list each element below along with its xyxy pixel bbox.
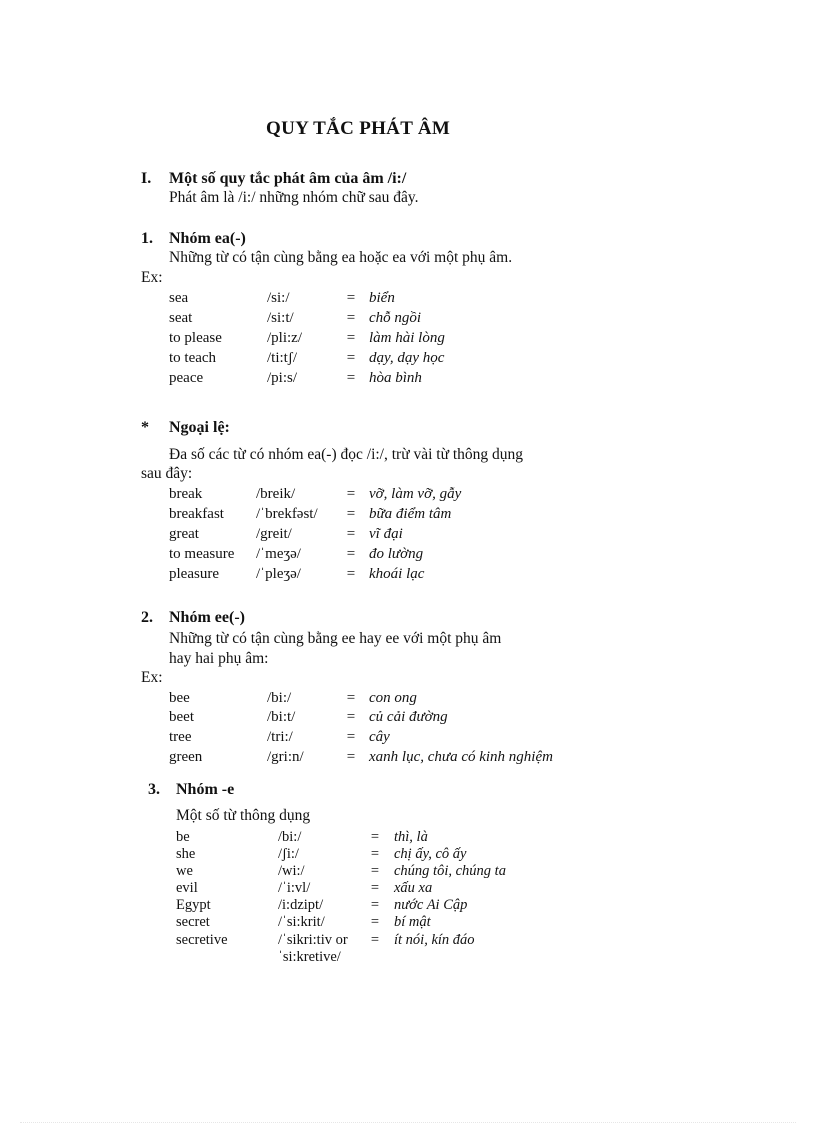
equals-sign: = xyxy=(370,914,380,930)
exception-description-cont: sau đây: xyxy=(141,465,193,482)
vocab-ipa: /ˈpleʒə/ xyxy=(256,566,301,582)
vocab-ipa: /tri:/ xyxy=(267,729,293,745)
vocab-row xyxy=(169,546,729,566)
vocab-row xyxy=(169,350,729,370)
vocab-ipa: /ˈbrekfəst/ xyxy=(256,506,318,522)
section-number: I. xyxy=(141,170,152,187)
vocab-row xyxy=(176,897,736,914)
vocab-meaning: chỗ ngồi xyxy=(369,310,422,326)
equals-sign: = xyxy=(346,709,356,725)
vocab-meaning: bữa điểm tâm xyxy=(369,506,452,522)
equals-sign: = xyxy=(370,880,380,896)
example-label: Ex: xyxy=(141,269,163,286)
vocab-ipa: /breik/ xyxy=(256,486,296,502)
group-description: Những từ có tận cùng bằng ea hoặc ea với một phụ âm. xyxy=(169,249,513,266)
vocab-word: beet xyxy=(169,709,194,725)
exception-bullet: * xyxy=(141,419,149,436)
vocab-ipa: /gri:n/ xyxy=(267,749,304,765)
vocab-row xyxy=(169,729,769,749)
vocab-word: breakfast xyxy=(169,506,224,522)
vocab-meaning: ít nói, kín đáo xyxy=(394,932,475,948)
vocab-word: green xyxy=(169,749,203,765)
vocab-meaning: củ cải đường xyxy=(369,709,448,725)
equals-sign: = xyxy=(346,546,356,562)
vocab-meaning: bí mật xyxy=(394,914,431,930)
vocab-row xyxy=(169,310,729,330)
section-heading: Một số quy tắc phát âm của âm /i:/ xyxy=(169,170,407,187)
equals-sign: = xyxy=(346,330,356,346)
vocab-ipa: /si:/ xyxy=(267,290,290,306)
vocab-ipa: /wi:/ xyxy=(278,863,305,879)
vocab-meaning: chúng tôi, chúng ta xyxy=(394,863,506,879)
group-description: Một số từ thông dụng xyxy=(176,807,311,824)
exception-description: Đa số các từ có nhóm ea(-) đọc /i:/, trừ vài từ thông dụng xyxy=(169,446,524,463)
vocab-row xyxy=(169,749,769,769)
section-intro: Phát âm là /i:/ những nhóm chữ sau đây. xyxy=(169,189,419,206)
group-description: Những từ có tận cùng bằng ee hay ee với một phụ âm xyxy=(169,630,502,647)
equals-sign: = xyxy=(346,690,356,706)
equals-sign: = xyxy=(346,566,356,582)
vocab-row xyxy=(176,880,736,897)
vocab-row xyxy=(176,932,736,949)
vocab-row xyxy=(176,846,736,863)
vocab-ipa: /ˈsikri:tiv or xyxy=(278,932,348,948)
vocab-meaning: hòa bình xyxy=(369,370,422,386)
vocab-ipa: /si:t/ xyxy=(267,310,294,326)
group-heading: Nhóm ea(-) xyxy=(169,230,246,247)
vocab-word: sea xyxy=(169,290,189,306)
vocab-word: bee xyxy=(169,690,190,706)
vocab-word: break xyxy=(169,486,203,502)
group-heading: Nhóm ee(-) xyxy=(169,609,245,626)
vocab-ipa: /ti:tʃ/ xyxy=(267,350,297,366)
equals-sign: = xyxy=(346,526,356,542)
vocab-word: tree xyxy=(169,729,192,745)
vocab-ipa: /ˈsi:krit/ xyxy=(278,914,325,930)
vocab-ipa: /bi:/ xyxy=(267,690,292,706)
vocab-ipa: /ˈmeʒə/ xyxy=(256,546,301,562)
vocab-word: Egypt xyxy=(176,897,211,913)
group-number: 2. xyxy=(141,609,153,626)
equals-sign: = xyxy=(370,846,380,862)
vocab-word: seat xyxy=(169,310,193,326)
vocab-word: be xyxy=(176,829,190,845)
vocab-word: evil xyxy=(176,880,198,896)
vocab-ipa: /ʃi:/ xyxy=(278,846,299,862)
vocab-meaning: con ong xyxy=(369,690,417,706)
equals-sign: = xyxy=(346,350,356,366)
vocab-row xyxy=(169,506,729,526)
vocab-row xyxy=(169,486,729,506)
vocab-ipa: /i:dzipt/ xyxy=(278,897,324,913)
equals-sign: = xyxy=(346,729,356,745)
vocab-word: to measure xyxy=(169,546,235,562)
equals-sign: = xyxy=(370,863,380,879)
vocab-ipa: /pi:s/ xyxy=(267,370,298,386)
equals-sign: = xyxy=(346,310,356,326)
vocab-ipa: /bi:t/ xyxy=(267,709,296,725)
vocab-row xyxy=(169,330,729,350)
vocab-row-continuation xyxy=(176,949,476,966)
equals-sign: = xyxy=(346,506,356,522)
vocab-ipa: /bi:/ xyxy=(278,829,302,845)
vocab-meaning: dạy, dạy học xyxy=(369,350,445,366)
vocab-word: secretive xyxy=(176,932,228,948)
vocab-row xyxy=(169,690,769,710)
vocab-word: we xyxy=(176,863,193,879)
group-number: 1. xyxy=(141,230,153,247)
equals-sign: = xyxy=(370,932,380,948)
vocab-ipa-continuation: ˈsi:kretive/ xyxy=(278,949,341,965)
vocab-word: secret xyxy=(176,914,210,930)
exception-heading: Ngoại lệ: xyxy=(169,419,230,436)
vocab-meaning: nước Ai Cập xyxy=(394,897,468,913)
vocab-row xyxy=(169,566,729,586)
vocab-meaning: chị ấy, cô ấy xyxy=(394,846,467,862)
vocab-row xyxy=(169,290,729,310)
vocab-word: peace xyxy=(169,370,204,386)
group-description-cont: hay hai phụ âm: xyxy=(169,650,269,667)
vocab-word: pleasure xyxy=(169,566,219,582)
equals-sign: = xyxy=(346,290,356,306)
vocab-meaning: làm hài lòng xyxy=(369,330,445,346)
example-label: Ex: xyxy=(141,669,163,686)
vocab-row xyxy=(176,829,736,846)
vocab-meaning: biển xyxy=(369,290,395,306)
vocab-row xyxy=(176,914,736,931)
vocab-word: great xyxy=(169,526,199,542)
vocab-meaning: xanh lục, chưa có kinh nghiệm xyxy=(369,749,553,765)
vocab-meaning: vỡ, làm vỡ, gẫy xyxy=(369,486,462,502)
equals-sign: = xyxy=(370,829,380,845)
vocab-ipa: /pli:z/ xyxy=(267,330,302,346)
vocab-word: to please xyxy=(169,330,222,346)
equals-sign: = xyxy=(346,486,356,502)
equals-sign: = xyxy=(370,897,380,913)
vocab-meaning: vĩ đại xyxy=(369,526,403,542)
vocab-meaning: đo lường xyxy=(369,546,424,562)
vocab-row xyxy=(169,709,769,729)
vocab-meaning: cây xyxy=(369,729,390,745)
equals-sign: = xyxy=(346,749,356,765)
equals-sign: = xyxy=(346,370,356,386)
vocab-word: to teach xyxy=(169,350,217,366)
page-title: QUY TẮC PHÁT ÂM xyxy=(266,118,451,139)
vocab-row xyxy=(169,370,729,390)
vocab-row xyxy=(169,526,729,546)
vocab-ipa: /greit/ xyxy=(256,526,292,542)
vocab-meaning: khoái lạc xyxy=(369,566,425,582)
vocab-meaning: thì, là xyxy=(394,829,428,845)
vocab-word: she xyxy=(176,846,196,862)
group-number: 3. xyxy=(148,781,160,798)
vocab-ipa: /ˈi:vl/ xyxy=(278,880,311,896)
vocab-meaning: xấu xa xyxy=(394,880,433,896)
vocab-row xyxy=(176,863,736,880)
group-heading: Nhóm -e xyxy=(176,781,235,798)
